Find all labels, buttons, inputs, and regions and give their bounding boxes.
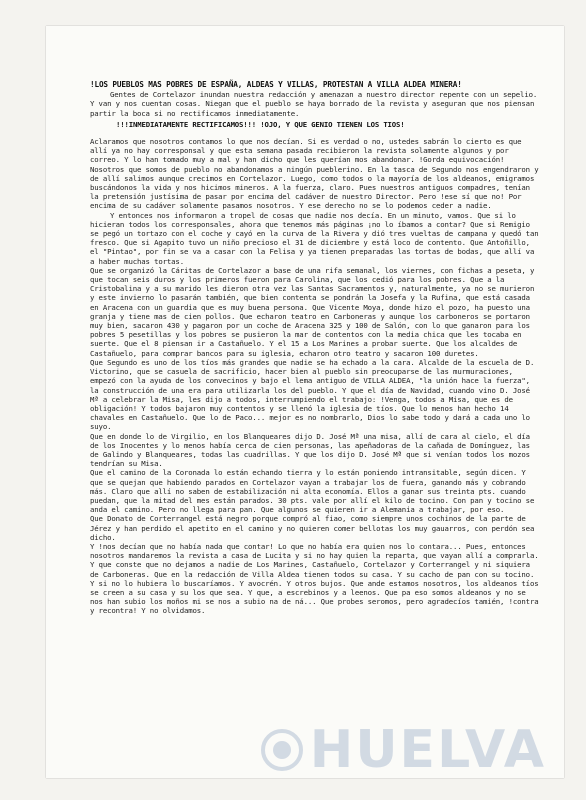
article-paragraph: Y entonces nos informaron a tropel de cosas que nadie nos decía. En un minuto, vamos. Que si lo hicieran todos los corresponsales, ahora que tenemos más páginas ¡no lo íbamos a contar? Que si Remigio se pegó un tortazo con el coche y cayó en la curva de la Rivera y dió tres vueltas de campana y quedó tan fresco. Que si Agapito tuvo un niño precioso el 31 de diciembre y está loco de contento. Que Antoñillo, el "Pintao", por fin se va a casar con la Felisa y ya tienen preparadas las tortas de bodas, que allí va a haber muchas tortas. [90, 210, 543, 266]
article-paragraph: Que Segundo es uno de los tíos más grandes que nadie se ha echado a la cara. Alcalde de la escuela de D. Victorino, que se casuela de sacrificio, hacer bien al pueblo sin preocuparse de las murmuraciones, empezó con la ayuda de los convecinos y bajo el lema antiguo de VILLA ALDEA, "la unión hace la fuerza", la construcción de una era para utilizarla los del pueblo. Y que el día de Navidad, cuando vino D. José Mª a celebrar la Misa, les dijo a todos, interrumpiendo el trabajo: !Venga, todos a Misa, que es de obligación! Y todos bajaron muy contentos y se llenó la iglesia de tíos. Que lo menos han hecho 14 chavales en Castañuelo. Que lo de Paco... mejor es no nombrarlo, Dios lo sabe todo y dará a cada uno lo suyo. [90, 357, 539, 432]
article-subtitle: !!!INMEDIATAMENTE RECTIFICAMOS!!! !OJO, Y QUE GENIO TIENEN LOS TIOS! [116, 119, 405, 129]
article-paragraph: Que el camino de la Coronada lo están echando tierra y lo están poniendo intransitable, según dicen. Y que se quejan que habiendo parados en Cortelazor vayan a trabajar los de fuera, ganando más y cobrando más. Claro que allí no saben de estabilización ni alta economía. Ellos a ganar sus treinta pts. cuando puedan, que la mitad del mes están parados. 30 pts. vale por allí el kilo de tocino. Con pan y tocino se anda el camino. Pero no llega para pan. Que algunos se quieren ir a Alemania a trabajar, por eso. [90, 468, 539, 515]
article-paragraph: Que se organizó la Cáritas de Cortelazor a base de una rifa semanal, los viernes, con fichas a peseta, y que tocan seis duros y los primeros fueron para Carolina, que los cedió para los pobres. Que a la Cristobalina y a su marido les dieron otra vez las Santas Sacramentos y, naturalmente, ya no se murieron y este invierno lo pasarán también, que bien contenta se pondrán la Josefa y la Rufina, que está casada en Aracena con un guardia que es muy buena persona. Que Vicente Moya, donde hizo el pozo, ha puesto una granja y tiene mas de cien pollos. Que echaron teatro en Carboneras y aunque los carboneros se portaron muy bien, sacaron 430 y pagaron por un coche de Aracena 325 y 100 de Salón, con lo que ganaron para los pobres 5 pesetillas y los pobres se pusieron la mar de contentos con la media chica que les tocaba en suerte. Que el 8 piensan ir a Castañuelo. Y el 15 a Los Marines a probar suerte. Que los alcaldes de Castañuelo, para comprar bancos para su iglesia, echaron otro teatro y sacaron 100 duretes. [90, 265, 539, 358]
article-title: !LOS PUEBLOS MAS POBRES DE ESPAÑA, ALDEAS Y VILLAS, PROTESTAN A VILLA ALDEA MINERA! [90, 80, 462, 89]
article-paragraph: Aclaramos que nosotros contamos lo que nos decían. Si es verdad o no, ustedes sabrán lo cierto es que allí ya no hay corresponsal y que esta semana pasada recibieron la revista solamente algunos y por correo. Y lo han tomado muy a mal y han dicho que les querían mos abandonar. !Gorda equivocación! Nosotros que somos de pueblo no abandonamos a ningún pueblerino. En la tasca de Segundo nos engendraron y de allí salimos aunque crecimos en Cortelazor. Luego, como todos o la mayoría de los aldeanos, emigramos buscándonos la vida y nos hicimos mineros. A la fuerza, claro. Pues nuestros antiguos compadres, tenían la pretensión justísima de pasar por encima del cadáver de nuestro Director. Pero !ese sí que no! Por encima de su cadáver solamente pasamos nosotros. Y ese derecho no se lo podemos ceder a nadie. [90, 137, 543, 211]
article-paragraph: Que Donato de Corterrangel está negro porque compró al fiao, como siempre unos cochinos de la parte de Jérez y han perdido el apetito en el camino y no quieren comer bellotas los muy gauarros, con perdón sea dicho. [90, 514, 539, 542]
watermark-text: HUELVA [309, 720, 546, 780]
article-paragraph: Y !nos decían que no había nada que contar! Lo que no había era quien nos lo contara... Pues, entonces nosotros mandaremos la revista a casa de Lucita y si no hay quien la reparta, que vayan allí a comprarla. Y que conste que no dejamos a nadie de Los Marines, Castañuelo, Cortelazor y Corterrangel y ni siquiera de Carboneras. Que en la redacción de Villa Aldea tienen todos su casa. Y su cacho de pan con su tocino. Y si no lo hubiera lo buscaríamos. Y avocrén. Y otros bujos. Que ande estamos nosotros, los aldeanos tíos se creen a su casa y su los que sea. Y que, a escrebinos y a leenos. Que pa eso somos aldeanos y no se nos han subio los moños mi se nos a subio na de ná... Que probes seromos, pero agradecíos tamién, !contra y recontra! Y no olvidamos. [90, 541, 543, 616]
article-intro: Gentes de Cortelazor inundan nuestra redacción y amenazan a nuestro director repente con un sepelio. Y van y nos cuentan cosas. Niegan que el pueblo se haya borrado de la revista y aseguran que nos piensan partir la boca si no rectificamos inmediatamente. [90, 90, 542, 118]
article-paragraph: Que en donde lo de Virgilio, en los Blanqueares dijo D. José Mª una misa, allí de cara al cielo, el día de los Inocentes y lo menos había cerca de cien personas, las apeñadoras de la cañada de Domínguez, las de Galindo y Blanqueares, todas las cuadrillas. Y que los dijo D. José Mª que si venían todos los mozos tendrían su Misa. [90, 431, 535, 469]
typed-article [90, 80, 542, 616]
